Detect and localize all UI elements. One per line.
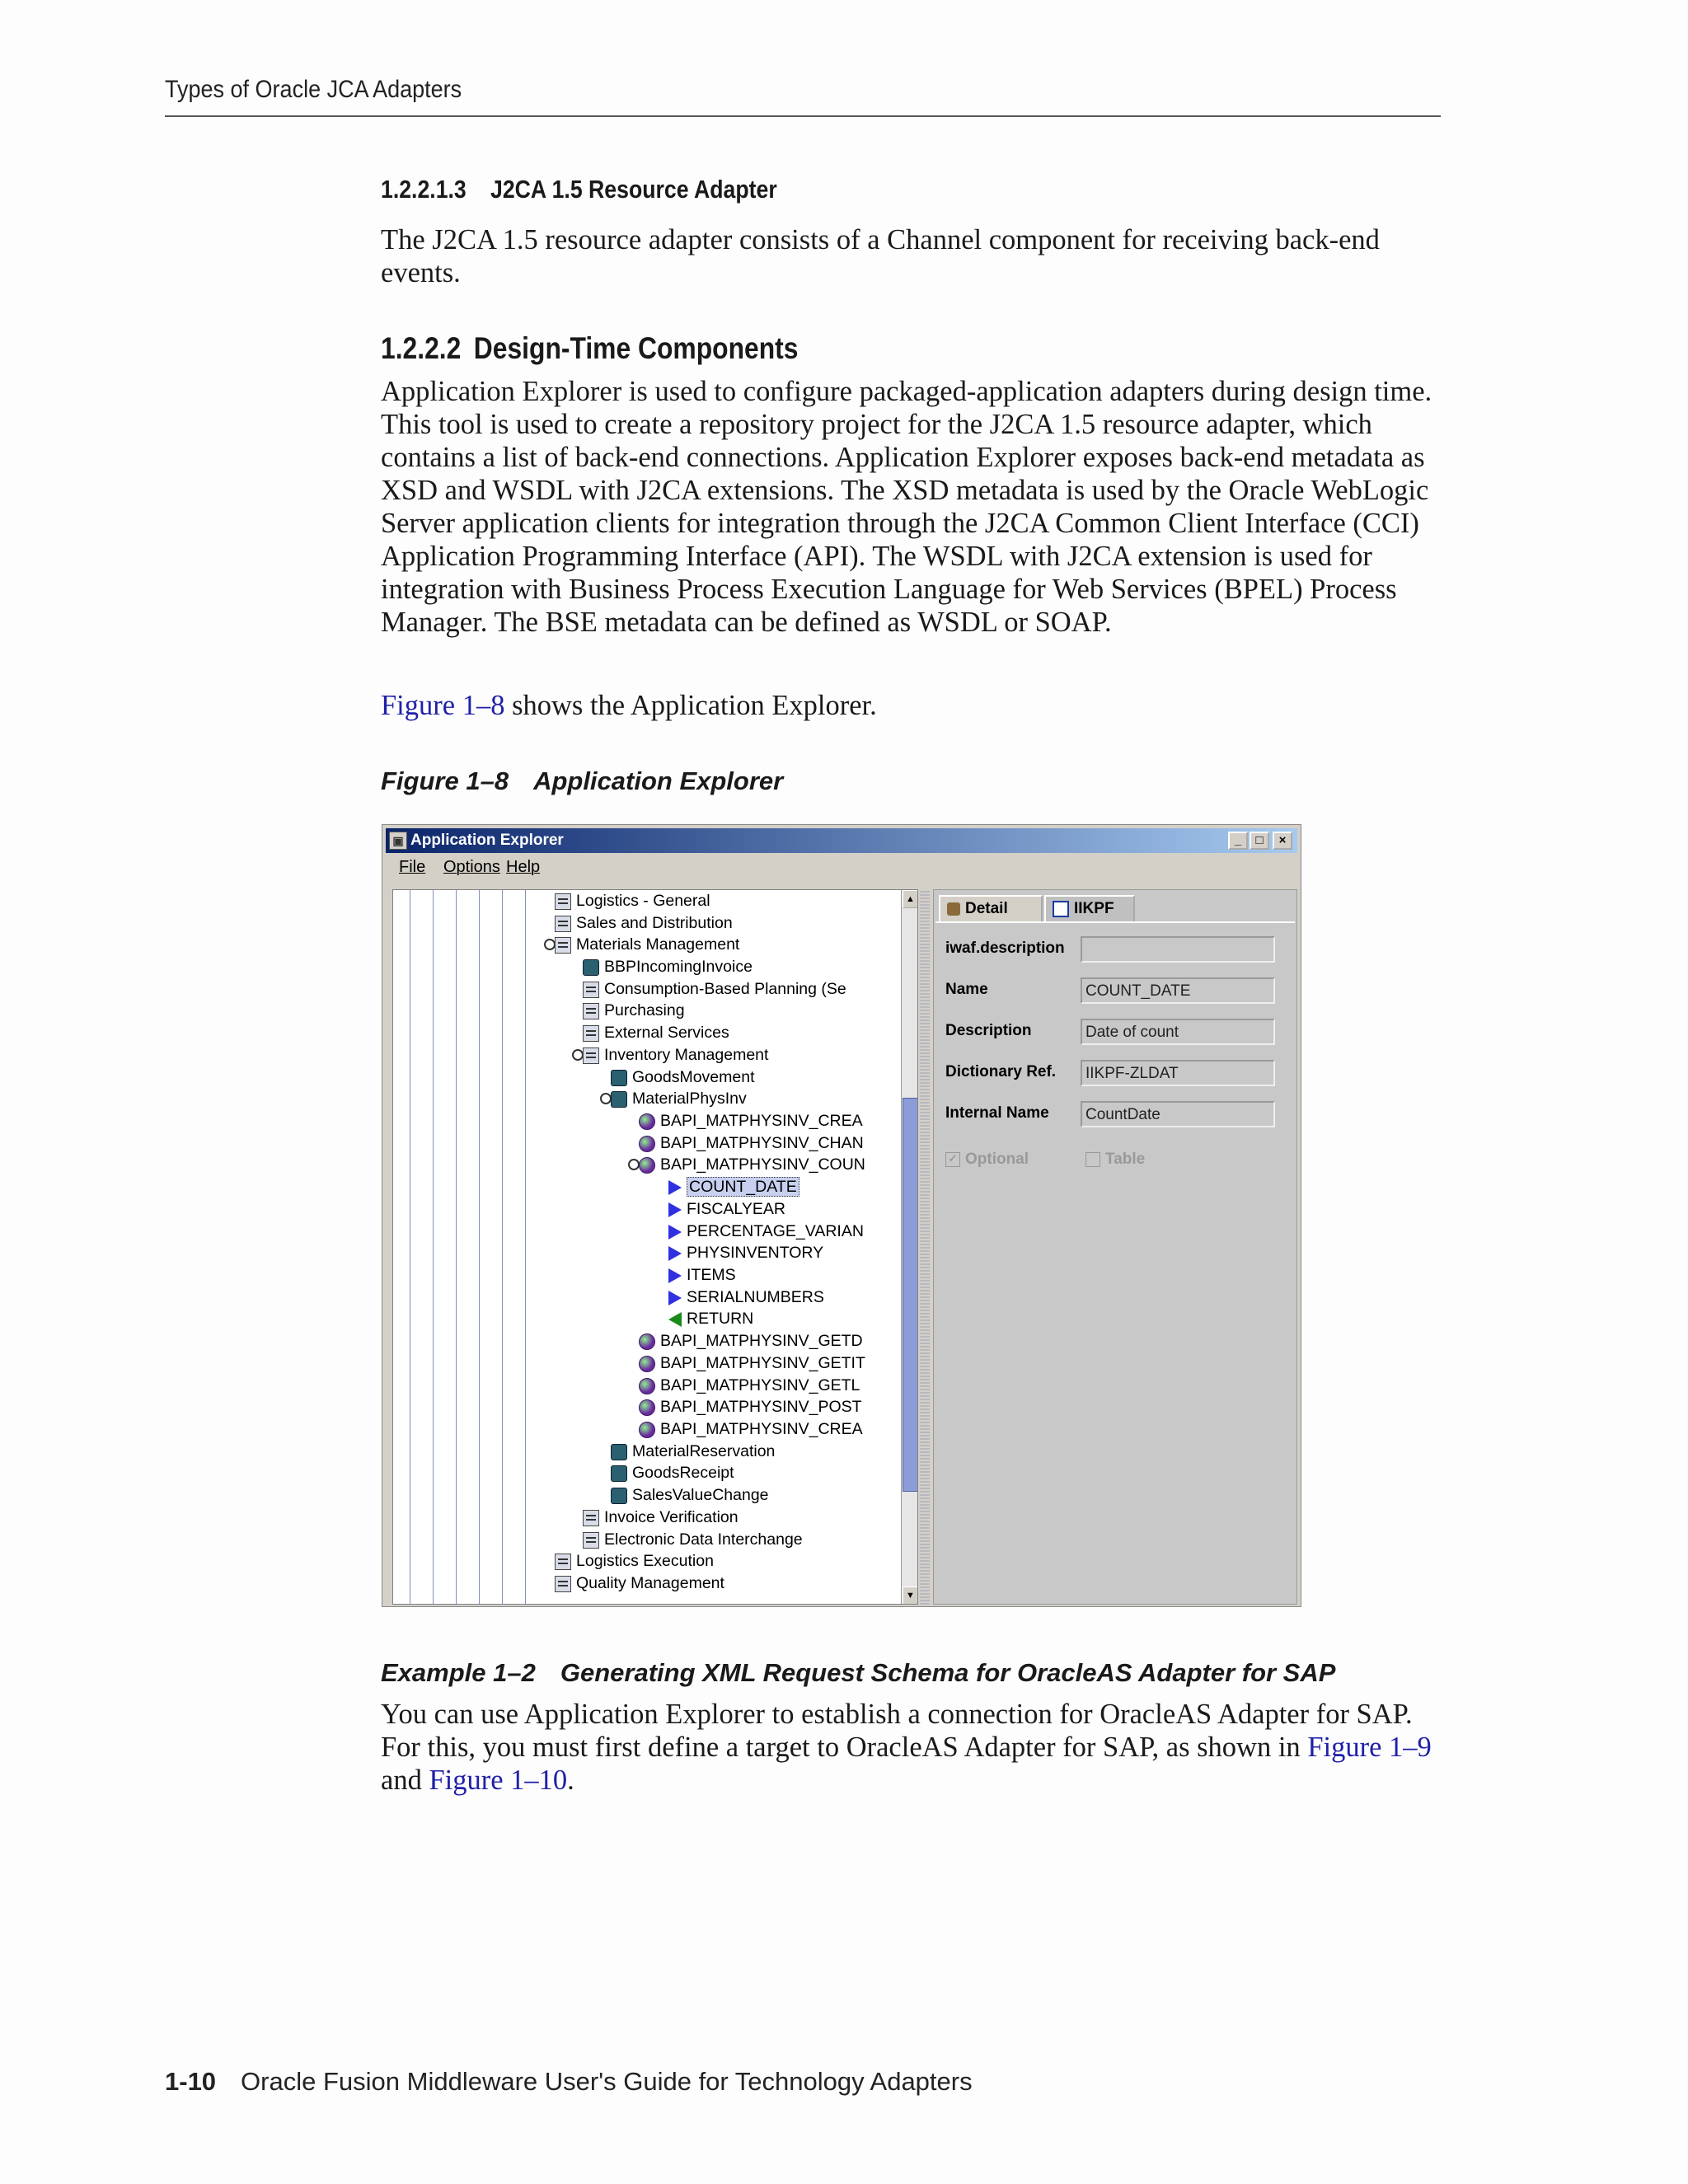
tree-item-selected[interactable]: COUNT_DATE (667, 1178, 799, 1199)
section-heading-design-time (381, 331, 798, 366)
tab-detail[interactable]: Detail (939, 895, 1043, 921)
export-parameter-icon (668, 1312, 682, 1327)
tree-item[interactable]: Sales and Distribution (555, 914, 733, 935)
business-object-icon (611, 1488, 627, 1504)
bapi-method-icon (639, 1157, 655, 1174)
tree-item[interactable]: BAPI_MATPHYSINV_GETIT (639, 1354, 865, 1376)
folder-icon (583, 1047, 599, 1064)
folder-icon (583, 1003, 599, 1019)
tree-pane (392, 889, 918, 1605)
page-number: 1-10 (165, 2067, 217, 2096)
scroll-up-icon[interactable]: ▲ (903, 890, 918, 908)
example-title: Generating XML Request Schema for OracleAS Adapter for SAP (560, 1658, 1336, 1687)
tree-item[interactable]: ITEMS (667, 1266, 736, 1287)
bapi-method-icon (639, 1113, 655, 1130)
tree-item[interactable]: BAPI_MATPHYSINV_CHAN (639, 1134, 864, 1155)
section-title: J2CA 1.5 Resource Adapter (490, 175, 777, 204)
business-object-icon (611, 1465, 627, 1482)
field-label: Internal Name (945, 1104, 1049, 1122)
tree-item[interactable]: GoodsReceipt (611, 1464, 734, 1485)
tree-item[interactable]: BBPIncomingInvoice (583, 958, 753, 979)
tree-item[interactable]: BAPI_MATPHYSINV_CREA (639, 1420, 863, 1441)
tree-item[interactable]: Materials Management (555, 935, 739, 957)
folder-icon (555, 937, 571, 954)
header-rule (165, 115, 1441, 117)
tree-guide (525, 890, 526, 1605)
folder-icon (583, 1532, 599, 1549)
tree-item[interactable]: Purchasing (583, 1001, 685, 1023)
tree-guide (456, 890, 457, 1605)
detail-pane (933, 889, 1297, 1605)
field-label: Description (945, 1022, 1032, 1039)
import-parameter-icon (668, 1202, 682, 1217)
field-label: iwaf.description (945, 940, 1065, 957)
bapi-method-icon (639, 1378, 655, 1394)
tree-item[interactable]: Quality Management (555, 1574, 724, 1596)
tree-guide (502, 890, 503, 1605)
figure-caption (381, 766, 783, 796)
scroll-down-icon[interactable]: ▼ (903, 1586, 918, 1605)
tree-item[interactable]: Consumption-Based Planning (Se (583, 980, 846, 1001)
bapi-method-icon (639, 1136, 655, 1152)
tree-item[interactable]: Invoice Verification (583, 1508, 738, 1530)
example-mid: and (381, 1765, 429, 1796)
tree-item[interactable]: BAPI_MATPHYSINV_POST (639, 1398, 862, 1419)
import-parameter-icon (668, 1246, 682, 1261)
description-field[interactable]: Date of count (1081, 1019, 1275, 1045)
folder-icon (555, 1576, 571, 1592)
dictionary-ref-field[interactable]: IIKPF-ZLDAT (1081, 1060, 1275, 1086)
folder-icon (555, 893, 571, 910)
folder-icon (583, 1510, 599, 1526)
folder-icon (583, 982, 599, 998)
expand-toggle-coun[interactable] (628, 1159, 640, 1170)
field-label: Name (945, 981, 988, 998)
application-explorer-window (382, 824, 1301, 1607)
tree-item[interactable]: RETURN (667, 1310, 753, 1331)
bapi-method-icon (639, 1422, 655, 1438)
import-parameter-icon (668, 1268, 682, 1283)
tab-strip-line (935, 921, 1295, 923)
maximize-button[interactable]: □ (1250, 832, 1269, 850)
bapi-method-icon (639, 1333, 655, 1350)
bapi-method-icon (639, 1399, 655, 1416)
page-footer (165, 2067, 973, 2097)
business-object-icon (611, 1444, 627, 1460)
example-caption (381, 1658, 1335, 1688)
tree-item[interactable]: PERCENTAGE_VARIAN (667, 1222, 864, 1244)
tree-item[interactable]: SalesValueChange (611, 1486, 769, 1507)
figure-1-9-link[interactable]: Figure 1–9 (1307, 1732, 1432, 1763)
tree-guide (433, 890, 434, 1605)
tree-item[interactable]: BAPI_MATPHYSINV_GETL (639, 1376, 860, 1398)
tree-item[interactable]: BAPI_MATPHYSINV_COUN (639, 1155, 865, 1177)
tree-item[interactable]: GoodsMovement (611, 1068, 755, 1090)
folder-icon (555, 1554, 571, 1570)
business-object-icon (611, 1091, 627, 1108)
business-object-icon (583, 959, 599, 976)
tree-scrollbar[interactable] (901, 890, 918, 1605)
table-checkbox[interactable]: Table (1085, 1151, 1145, 1169)
window-titlebar[interactable] (386, 828, 1297, 853)
minimize-button[interactable]: _ (1228, 832, 1248, 850)
tree-item[interactable]: SERIALNUMBERS (667, 1288, 824, 1310)
table-icon (1053, 901, 1069, 917)
expand-toggle-physinv[interactable] (600, 1093, 612, 1104)
figure-label: Figure 1–8 (381, 766, 509, 795)
figure-title: Application Explorer (533, 766, 784, 795)
pane-splitter[interactable] (920, 889, 930, 1605)
detail-tab-icon (947, 902, 960, 916)
business-object-icon (611, 1070, 627, 1086)
close-button[interactable]: × (1273, 832, 1292, 850)
section-heading-j2ca (381, 175, 777, 204)
tree-item[interactable]: Logistics - General (555, 892, 710, 913)
expand-toggle-inventory[interactable] (572, 1049, 584, 1061)
section-title: Design-Time Components (473, 331, 799, 365)
import-parameter-icon (668, 1291, 682, 1305)
menu-help[interactable]: Help (506, 858, 541, 876)
book-title: Oracle Fusion Middleware User's Guide for Technology Adapters (241, 2067, 973, 2096)
tree-item[interactable]: Electronic Data Interchange (583, 1530, 803, 1552)
tree-item[interactable]: Logistics Execution (555, 1552, 714, 1573)
expand-toggle-materials[interactable] (544, 939, 556, 950)
field-label: Dictionary Ref. (945, 1063, 1057, 1080)
tree-item[interactable]: External Services (583, 1024, 729, 1045)
tree-item[interactable]: BAPI_MATPHYSINV_GETD (639, 1332, 863, 1353)
scrollbar-thumb[interactable] (903, 1098, 918, 1492)
example-body: You can use Application Explorer to establish a connection for OracleAS Adapter for SAP. For this, you must first define a target to OracleAS Adapter for SAP, as shown in (381, 1699, 1413, 1763)
window-title: Application Explorer (410, 832, 564, 849)
menu-file[interactable]: File (399, 858, 426, 876)
design-time-paragraph: Application Explorer is used to configure packaged-application adapters during design time. This tool is used to create a repository project for the J2CA 1.5 resource adapter, which contains a list of back-end connections. Application Explorer exposes back-end metadata as XSD and WSDL with J2CA extensions. The XSD metadata is used by the Oracle WebLogic Server application clients for integration through the J2CA Common Client Interface (CCI) Application Programming Interface (API). The WSDL with J2CA extension is used for integration with Business Process Execution Language for Web Services (BPEL) Process Manager. The BSE metadata can be defined as WSDL or SOAP. (381, 376, 1432, 638)
bapi-method-icon (639, 1356, 655, 1372)
iwaf-description-field[interactable] (1081, 936, 1275, 963)
running-header: Types of Oracle JCA Adapters (165, 76, 462, 103)
folder-icon (583, 1025, 599, 1042)
tree-item[interactable]: FISCALYEAR (667, 1200, 785, 1221)
app-icon: ▣ (389, 832, 407, 850)
j2ca-paragraph: The J2CA 1.5 resource adapter consists of a Channel component for receiving back-end events. (381, 224, 1380, 288)
import-parameter-icon (668, 1180, 682, 1195)
tree-item[interactable]: PHYSINVENTORY (667, 1244, 823, 1265)
figure-reference-paragraph (381, 689, 1444, 722)
example-paragraph (381, 1698, 1444, 1797)
section-number: 1.2.2.1.3 (381, 175, 467, 204)
tree-item[interactable]: MaterialReservation (611, 1442, 775, 1464)
tree-guide (479, 890, 480, 1605)
checkmark-icon: ✓ (945, 1152, 960, 1167)
menu-options[interactable]: Options (443, 858, 500, 876)
internal-name-field[interactable]: CountDate (1081, 1101, 1275, 1127)
optional-checkbox[interactable]: ✓ Optional (945, 1151, 1029, 1169)
empty-checkbox-icon (1085, 1152, 1100, 1167)
figure-1-8-link[interactable]: Figure 1–8 (381, 690, 505, 721)
tab-iikpf[interactable]: IIKPF (1044, 895, 1135, 921)
example-label: Example 1–2 (381, 1658, 536, 1687)
section-number: 1.2.2.2 (381, 331, 462, 365)
reference-text: shows the Application Explorer. (504, 690, 877, 721)
tree-item[interactable]: BAPI_MATPHYSINV_CREA (639, 1112, 863, 1133)
tree-item[interactable]: MaterialPhysInv (611, 1090, 747, 1111)
tree-item[interactable]: Inventory Management (583, 1046, 768, 1067)
figure-1-10-link[interactable]: Figure 1–10 (429, 1765, 568, 1796)
example-end: . (567, 1765, 574, 1796)
import-parameter-icon (668, 1225, 682, 1240)
name-field[interactable]: COUNT_DATE (1081, 977, 1275, 1004)
folder-icon (555, 916, 571, 932)
